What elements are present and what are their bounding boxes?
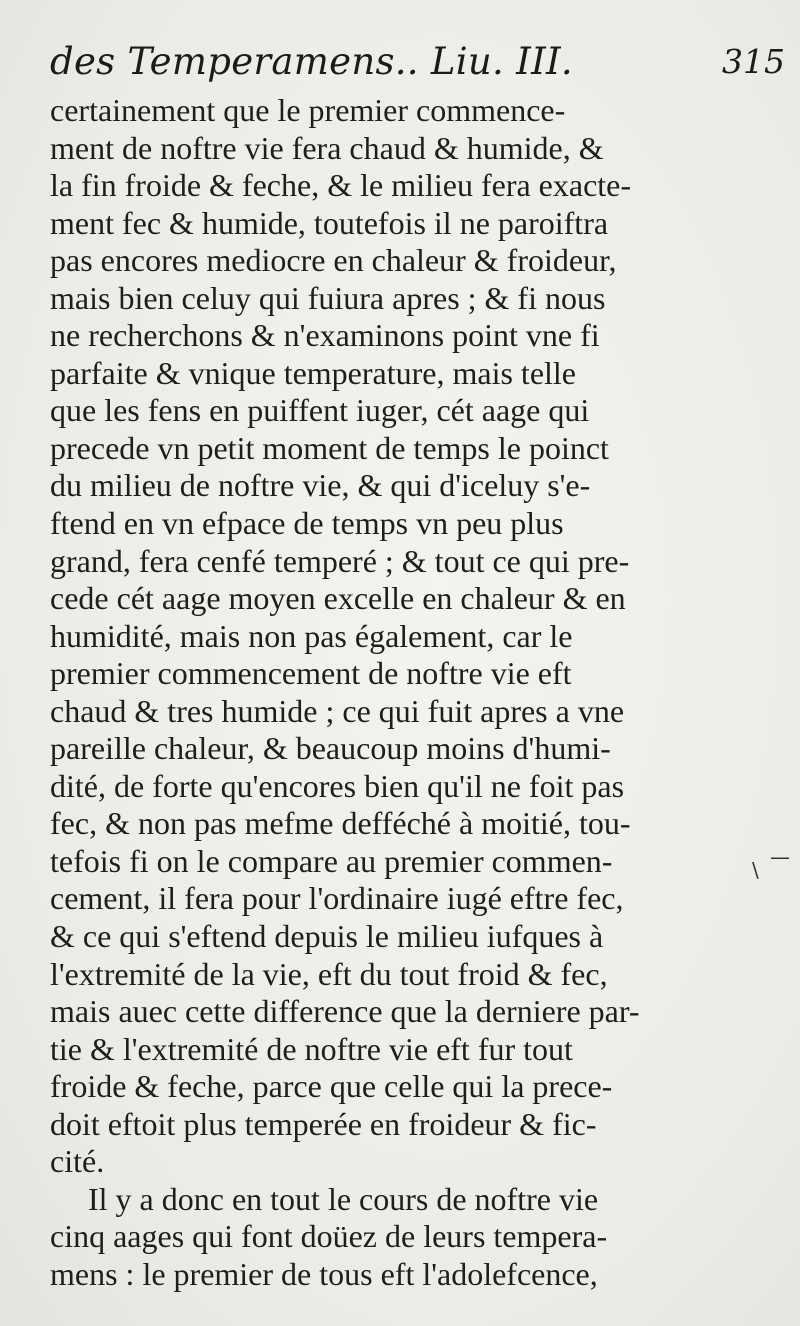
margin-dash-mark: — (770, 845, 790, 869)
text-line: cité. (50, 1143, 105, 1180)
text-line: cinq aages qui font doüez de leurs tempera- (50, 1218, 608, 1255)
text-line: froide & feche, parce que celle qui la prece- (50, 1068, 613, 1105)
text-line: grand, fera cenfé temperé ; & tout ce qui pre- (50, 542, 630, 579)
text-line: mais bien celuy qui fuiura apres ; & fi nous (50, 279, 606, 316)
page-number: 315 (722, 42, 785, 81)
text-line: cede cét aage moyen excelle en chaleur & en (50, 580, 626, 617)
text-line: mens : le premier de tous eft l'adolefcence, (50, 1255, 598, 1292)
text-line: ftend en vn efpace de temps vn peu plus (50, 505, 564, 542)
text-line: tie & l'extremité de noftre vie eft fur tout (50, 1030, 573, 1067)
text-line: premier commencement de noftre vie eft (50, 655, 572, 692)
text-line: doit eftoit plus temperée en froideur & fic- (50, 1105, 597, 1142)
margin-mark: \ (752, 858, 759, 882)
text-line: ment fec & humide, toutefois il ne paroiftra (50, 204, 609, 241)
text-line: fec, & non pas mefme defféché à moitié, tou- (50, 805, 631, 842)
text-line: & ce qui s'eftend depuis le milieu iufques à (50, 918, 604, 955)
text-line: chaud & tres humide ; ce qui fuit apres a vne (50, 692, 625, 729)
text-line: humidité, mais non pas également, car le (50, 617, 573, 654)
text-line: que les fens en puiffent iuger, cét aage qui (50, 392, 590, 429)
text-line: mais auec cette difference que la derniere par- (50, 993, 640, 1030)
text-line: ment de noftre vie fera chaud & humide, & (50, 129, 604, 166)
text-line: pareille chaleur, & beaucoup moins d'humi- (50, 730, 611, 767)
text-line: precede vn petit moment de temps le poinct (50, 429, 609, 466)
text-line: certainement que le premier commence- (50, 92, 566, 128)
page-header (50, 40, 785, 90)
paragraph-start-line: Il y a donc en tout le cours de noftre vie (88, 1180, 599, 1217)
body-text (50, 92, 790, 1294)
text-line: tefois fi on le compare au premier commen- (50, 842, 613, 879)
text-line: cement, il fera pour l'ordinaire iugé eftre fec, (50, 880, 624, 917)
text-line: la fin froide & feche, & le milieu fera exacte- (50, 167, 632, 204)
text-line: dité, de forte qu'encores bien qu'il ne foit pas (50, 767, 625, 804)
text-line: parfaite & vnique temperature, mais telle (50, 354, 576, 391)
text-line: ne recherchons & n'examinons point vne fi (50, 317, 600, 354)
text-line: l'extremité de la vie, eft du tout froid & fec, (50, 955, 608, 992)
text-line: pas encores mediocre en chaleur & froideur, (50, 242, 617, 279)
text-line: du milieu de noftre vie, & qui d'iceluy s'e- (50, 467, 591, 504)
running-head: des Temperamens.. Liu. III. (50, 40, 573, 83)
